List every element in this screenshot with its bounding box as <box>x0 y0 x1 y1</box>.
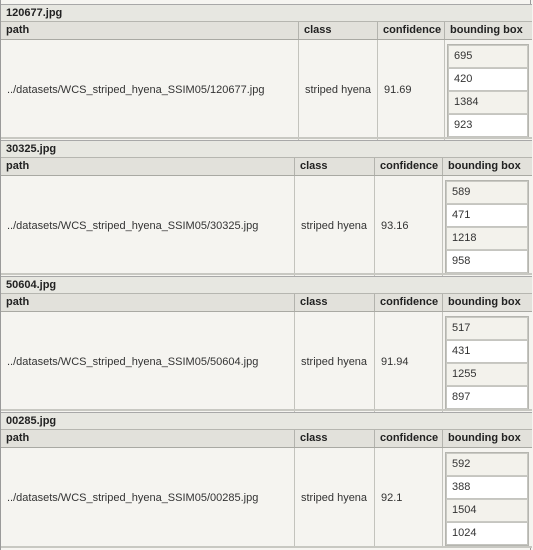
column-header-path: path <box>1 294 295 311</box>
entry-title: 120677.jpg <box>1 4 532 22</box>
table-row <box>1 176 532 276</box>
bbox-value-x2[interactable]: 1504 <box>446 499 528 522</box>
column-header-path: path <box>1 22 299 39</box>
column-header-path: path <box>1 430 295 447</box>
bbox-value-y2[interactable]: 958 <box>446 250 528 273</box>
bbox-value-y1[interactable]: 431 <box>446 340 528 363</box>
bbox-value-x1[interactable]: 695 <box>448 45 528 68</box>
table-header <box>1 294 532 312</box>
section-divider <box>1 409 532 411</box>
bounding-box-list <box>447 44 529 138</box>
bbox-value-x2[interactable]: 1384 <box>448 91 528 114</box>
confidence-cell: 91.69 <box>378 40 445 140</box>
class-cell: striped hyena <box>299 40 378 140</box>
section-divider <box>1 137 532 139</box>
confidence-cell: 92.1 <box>375 448 443 548</box>
column-header-confidence: confidence <box>375 158 443 175</box>
bbox-value-y1[interactable]: 420 <box>448 68 528 91</box>
class-cell: striped hyena <box>295 312 375 412</box>
path-cell: ../datasets/WCS_striped_hyena_SSIM05/120677.jpg <box>1 40 299 140</box>
entry-title: 00285.jpg <box>1 412 532 430</box>
column-header-class: class <box>295 294 375 311</box>
bbox-value-y1[interactable]: 471 <box>446 204 528 227</box>
column-header-path: path <box>1 158 295 175</box>
bbox-value-y2[interactable]: 1024 <box>446 522 528 545</box>
table-header <box>1 158 532 176</box>
path-cell: ../datasets/WCS_striped_hyena_SSIM05/30325.jpg <box>1 176 295 276</box>
bbox-value-y2[interactable]: 923 <box>448 114 528 137</box>
bbox-value-x1[interactable]: 517 <box>446 317 528 340</box>
table-row <box>1 312 532 412</box>
table-row <box>1 448 532 548</box>
column-header-bounding-box: bounding box <box>448 432 521 444</box>
path-cell: ../datasets/WCS_striped_hyena_SSIM05/00285.jpg <box>1 448 295 548</box>
bounding-box-list <box>445 316 529 410</box>
column-header-class: class <box>299 22 378 39</box>
section-divider <box>1 546 532 548</box>
bbox-value-x1[interactable]: 592 <box>446 453 528 476</box>
entry-title: 50604.jpg <box>1 276 532 294</box>
column-header-bounding-box: bounding box <box>448 160 521 172</box>
column-header-confidence: confidence <box>375 430 443 447</box>
confidence-cell: 93.16 <box>375 176 443 276</box>
column-header-class: class <box>295 430 375 447</box>
table-header <box>1 430 532 448</box>
bounding-box-list <box>445 452 529 546</box>
entry-title: 30325.jpg <box>1 140 532 158</box>
bbox-value-y1[interactable]: 388 <box>446 476 528 499</box>
bbox-value-x2[interactable]: 1218 <box>446 227 528 250</box>
column-header-class: class <box>295 158 375 175</box>
bbox-value-x2[interactable]: 1255 <box>446 363 528 386</box>
bbox-value-y2[interactable]: 897 <box>446 386 528 409</box>
bbox-value-x1[interactable]: 589 <box>446 181 528 204</box>
table-row <box>1 40 532 140</box>
class-cell: striped hyena <box>295 448 375 548</box>
column-header-confidence: confidence <box>378 22 445 39</box>
table-header <box>1 22 532 40</box>
column-header-bounding-box: bounding box <box>450 24 523 36</box>
class-cell: striped hyena <box>295 176 375 276</box>
section-divider <box>1 273 532 275</box>
column-header-bounding-box: bounding box <box>448 296 521 308</box>
column-header-confidence: confidence <box>375 294 443 311</box>
path-cell: ../datasets/WCS_striped_hyena_SSIM05/50604.jpg <box>1 312 295 412</box>
confidence-cell: 91.94 <box>375 312 443 412</box>
bounding-box-list <box>445 180 529 274</box>
